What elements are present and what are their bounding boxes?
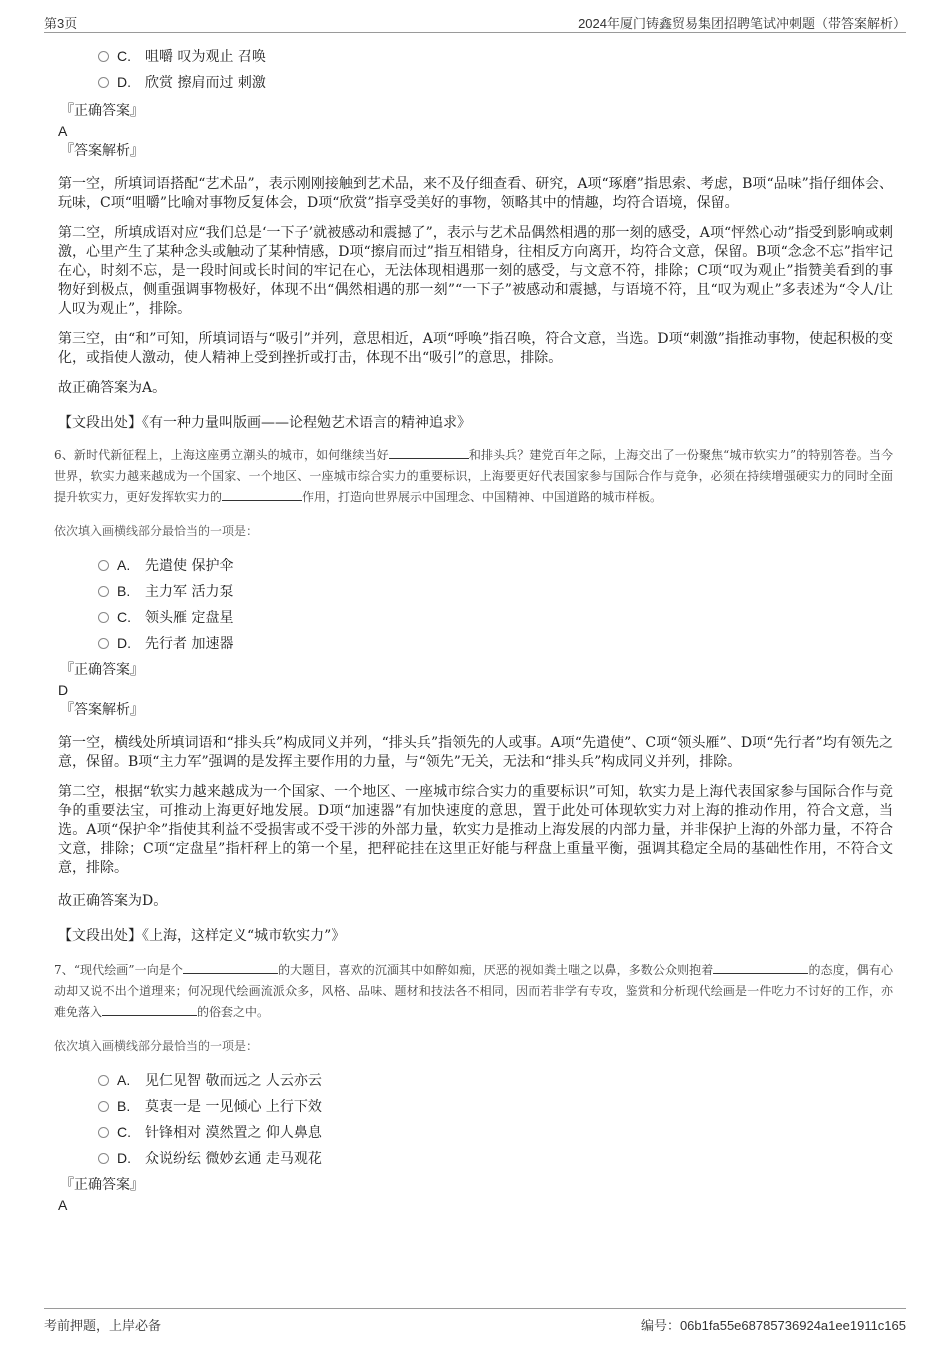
- option-d[interactable]: D. 欣赏 擦肩而过 刺激: [98, 69, 893, 95]
- page-content: [54, 40, 893, 1215]
- answer-label: 『正确答案』: [60, 1177, 144, 1193]
- question-instruction: 依次填入画横线部分最恰当的一项是：: [54, 1039, 259, 1053]
- analysis-conclusion: 故正确答案为D。: [58, 893, 168, 909]
- footer-code-value: 06b1fa55e68785736924a1ee1911c165: [679, 1318, 906, 1333]
- question-instruction: 依次填入画横线部分最恰当的一项是：: [54, 524, 259, 538]
- answer-blank: [713, 960, 808, 974]
- analysis-label: 『答案解析』: [60, 143, 144, 159]
- option-d[interactable]: D. 众说纷纭 微妙玄通 走马观花: [98, 1145, 893, 1171]
- source-label: 【文段出处】: [58, 928, 142, 944]
- radio-icon[interactable]: [98, 1127, 109, 1138]
- answer-value: D: [58, 682, 69, 698]
- question-stem: 6、新时代新征程上，上海这座勇立潮头的城市，如何继续当好 和排头兵？建党百年之际，上海交出了一份聚焦“城市软实力”的特别答卷。当今世界，软实力越来越成为一个国家、一个地区、一座城市综合实力的重要标识，上海要更好代表国家参与国际合作与竞争，必须在持续增强硬实力的同时全面提升软实力，更好发挥软实力的 作用，打造向世界展示中国理念、中国精神、中国道路的城市样板。: [54, 445, 893, 508]
- document-title: 2024年厦门铸鑫贸易集团招聘笔试冲刺题（带答案解析）: [578, 16, 906, 31]
- analysis-paragraph: 第一空，所填词语搭配“艺术品”，表示刚刚接触到艺术品，来不及仔细查看、研究，A项“琢磨”指思索、考虑，B项“品味”指仔细体会、玩味，C项“咀嚼”比喻对事物反复体会，D项“欣赏”指享受美好的事物，领略其中的情趣，均符合语境，保留。: [58, 176, 893, 211]
- q6-options: [58, 552, 893, 656]
- answer-label: 『正确答案』: [60, 662, 144, 678]
- page-number: 第3页: [44, 16, 78, 31]
- source-line: [58, 927, 893, 946]
- option-a[interactable]: A. 见仁见智 敬而远之 人云亦云: [98, 1067, 893, 1093]
- source-title: 《有一种力量叫版画——论程勉艺术语言的精神追求》: [142, 415, 471, 431]
- answer-blank: [389, 445, 469, 459]
- analysis-paragraph: 第一空，横线处所填词语和“排头兵”构成同义并列，“排头兵”指领先的人或事。A项“先遣使”、C项“领头雁”、D项“先行者”均有领先之意，保留。B项“主力军”强调的是发挥主要作用的力量，与“领先”无关，无法和“排头兵”构成同义并列，排除。: [58, 735, 893, 770]
- footer-code-label: 编号：: [640, 1318, 680, 1333]
- option-d[interactable]: D. 先行者 加速器: [98, 630, 893, 656]
- radio-icon[interactable]: [98, 1153, 109, 1164]
- page-header: [44, 0, 906, 33]
- source-title: 《上海，这样定义“城市软实力”》: [142, 928, 346, 944]
- answer-value: A: [58, 123, 68, 139]
- option-a[interactable]: A. 先遣使 保护伞: [98, 552, 893, 578]
- answer-blank: [183, 960, 278, 974]
- answer-blank: [102, 1002, 197, 1016]
- radio-icon[interactable]: [98, 560, 109, 571]
- analysis-conclusion: 故正确答案为A。: [58, 380, 167, 396]
- question-stem: 7、“现代绘画”一向是个 的大题目，喜欢的沉湎其中如醉如痴，厌恶的视如粪土嗤之以鼻，多数公众则抱着 的态度，偶有心动却又说不出个道理来；何况现代绘画流派众多，风格、品味、题材和技法各不相同，因而若非学有专攻，鉴赏和分析现代绘画是一件吃力不讨好的工作，亦难免落入 的俗套之中。: [54, 960, 893, 1023]
- radio-icon[interactable]: [98, 1101, 109, 1112]
- radio-icon[interactable]: [98, 77, 109, 88]
- option-b[interactable]: B. 莫衷一是 一见倾心 上行下效: [98, 1093, 893, 1119]
- answer-label: 『正确答案』: [60, 103, 144, 119]
- radio-icon[interactable]: [98, 586, 109, 597]
- radio-icon[interactable]: [98, 51, 109, 62]
- footer-slogan: 考前押题，上岸必备: [44, 1318, 162, 1333]
- source-label: 【文段出处】: [58, 415, 142, 431]
- option-c[interactable]: C. 领头雁 定盘星: [98, 604, 893, 630]
- analysis-label: 『答案解析』: [60, 702, 144, 718]
- radio-icon[interactable]: [98, 1075, 109, 1086]
- answer-value: A: [58, 1197, 68, 1213]
- q7-options: [58, 1067, 893, 1171]
- analysis-paragraph: 第二空，所填成语对应“我们总是‘一下子’就被感动和震撼了”，表示与艺术品偶然相遇的那一刻的感受，A项“怦然心动”指受到影响或刺激，心里产生了某种念头或触动了某种情感，D项“擦肩而过”指互相错身，往相反方向离开，均符合文意，保留。B项“念念不忘”指牢记在心，时刻不忘，是一段时间或长时间的牢记在心，无法体现相遇那一刻的感受，与文意不符，排除；C项“叹为观止”指赞美看到的事物好到极点，侧重强调事物极好，体现不出“偶然相遇的那一刻”“一下子”被感动和震撼，与语境不符，且“叹为观止”多表述为“令人/让人叹为观止”，排除。: [58, 225, 893, 317]
- source-line: [58, 414, 893, 433]
- q5-options: [58, 43, 893, 95]
- footer-code: [641, 1315, 906, 1334]
- option-c[interactable]: C. 咀嚼 叹为观止 召唤: [98, 43, 893, 69]
- analysis-paragraph: 第三空，由“和”可知，所填词语与“吸引”并列，意思相近，A项“呼唤”指召唤，符合文意，当选。D项“刺激”指推动事物，使起积极的变化，或指使人激动，使人精神上受到挫折或打击，体现不出“吸引”的意思，排除。: [58, 331, 893, 366]
- option-c[interactable]: C. 针锋相对 漠然置之 仰人鼻息: [98, 1119, 893, 1145]
- answer-blank: [222, 487, 302, 501]
- radio-icon[interactable]: [98, 612, 109, 623]
- analysis-paragraph: 第二空，根据“软实力越来越成为一个国家、一个地区、一座城市综合实力的重要标识”可知，软实力是上海代表国家参与国际合作与竞争的重要法宝，可推动上海更好地发展。D项“加速器”有加快速度的意思，置于此处可体现软实力对上海的推动作用，符合文意，当选。A项“保护伞”指使其利益不受损害或不受干涉的外部力量，软实力是推动上海发展的内部力量，并非保护上海的外部力量，不符合文意，排除；C项“定盘星”指杆秤上的第一个星，把秤砣挂在这里正好能与秤盘上重量平衡，强调其稳定全局的基础性作用，不符合文意，排除。: [58, 784, 893, 876]
- radio-icon[interactable]: [98, 638, 109, 649]
- page-footer: [44, 1308, 906, 1339]
- option-b[interactable]: B. 主力军 活力泵: [98, 578, 893, 604]
